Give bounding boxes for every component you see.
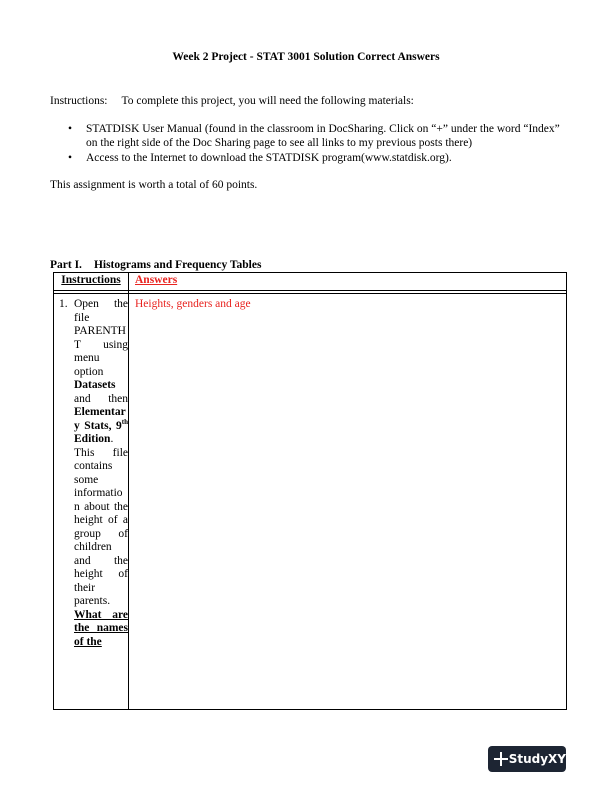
column-header-instructions: Instructions [61,274,121,286]
instructions-text: To complete this project, you will need the following materials: [121,95,414,107]
instructions-label: Instructions: [50,95,108,107]
answer-text: Heights, genders and age [135,298,251,310]
instruction-question: What are the names of the [74,608,128,648]
column-header-answers: Answers [135,274,178,286]
instructions-table [53,272,567,710]
bullet-icon: • [68,152,73,164]
document-title: Week 2 Project - STAT 3001 Solution Correct Answers [172,51,440,63]
logo-text: StudyXY [508,752,566,766]
bullet-text: STATDISK User Manual (found in the classroom in DocSharing. Click on “+” under the word “Index” on the right side of the Doc Sharing page to see all links to my previous posts there) [86,123,560,149]
instruction-text: Open the file PARENTHT using menu option Datasets and then Elementary Stats, 9th Edition. This file contains some information about the height of a group of children and the height of their parents. What are the names of the [74,298,128,648]
plus-icon [494,752,503,766]
edition-label: Elementary Stats, 9th Edition [74,406,128,445]
studyxy-logo [488,746,566,772]
bullet-text: Access to the Internet to download the STATDISK program(www.statdisk.org). [86,152,452,164]
assignment-note: This assignment is worth a total of 60 points. [50,179,258,191]
header-divider [54,290,566,291]
table-row-instruction [59,298,128,649]
datasets-label: Datasets [74,379,116,391]
list-item [50,151,570,165]
materials-list [50,122,570,166]
part-label: Part I. [50,259,82,271]
instructions-line [50,95,414,107]
list-item [50,122,570,150]
row-number: 1. [59,298,68,310]
part-title: Histograms and Frequency Tables [93,259,262,271]
part-heading [50,259,261,271]
bullet-icon: • [68,123,73,135]
column-divider [128,273,129,709]
header-divider [54,293,566,294]
